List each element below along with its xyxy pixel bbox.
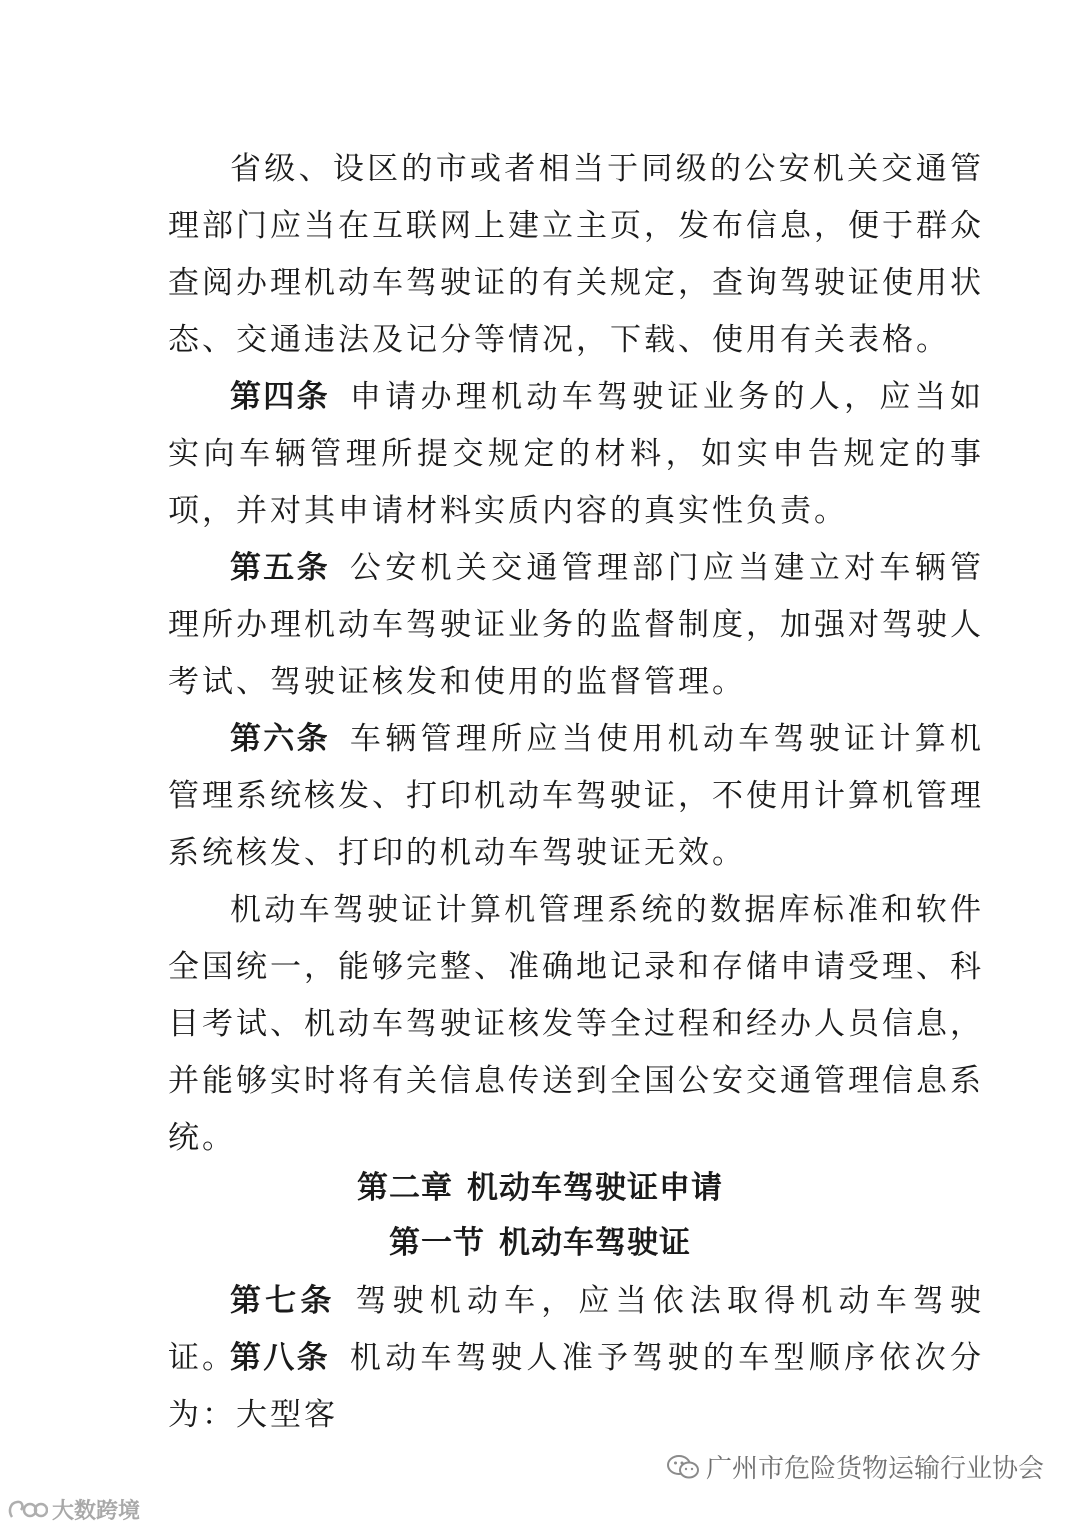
article-4-label: 第四条: [230, 379, 330, 415]
wechat-account-name: 广州市危险货物运输行业协会: [705, 1454, 1044, 1484]
article-8: [168, 1330, 984, 1444]
article-8-text: 机动车驾驶人准予驾驶的车型顺序依次分为：大型客: [168, 1340, 985, 1433]
article-6-label: 第六条: [230, 721, 330, 757]
paragraph-text: 省级、设区的市或者相当于同级的公安机关交通管理部门应当在互联网上建立主页，发布信息，便于群众查阅办理机动车驾驶证的有关规定，查询驾驶证使用状态、交通违法及记分等情况，下载、使用有关表格。: [168, 151, 984, 358]
section-heading: [0, 1223, 1080, 1263]
paragraph-text: 机动车驾驶证计算机管理系统的数据库标准和软件全国统一，能够完整、准确地记录和存储申请受理、科目考试、机动车驾驶证核发等全过程和经办人员信息，并能够实时将有关信息传送到全国公安交通管理信息系统。: [168, 892, 984, 1156]
article-5-text: 公安机关交通管理部门应当建立对车辆管理所办理机动车驾驶证业务的监督制度，加强对驾驶人考试、驾驶证核发和使用的监督管理。: [168, 550, 985, 700]
article-8-label: 第八条: [230, 1340, 330, 1376]
paragraph-homepage-info: [168, 141, 984, 369]
chapter-heading: [0, 1168, 1080, 1208]
wechat-watermark: [666, 1448, 1044, 1485]
article-6-text: 车辆管理所应当使用机动车驾驶证计算机管理系统核发、打印机动车驾驶证，不使用计算机管理系统核发、打印的机动车驾驶证无效。: [168, 721, 985, 871]
section-title: 机动车驾驶证: [499, 1225, 691, 1261]
wechat-icon: [666, 1453, 700, 1481]
article-5-label: 第五条: [230, 550, 330, 586]
paragraph-system-standard: [168, 882, 984, 1167]
chapter-number: 第二章: [357, 1170, 453, 1206]
article-7-label: 第七条: [230, 1283, 336, 1319]
article-6: [168, 711, 984, 882]
section-number: 第一节: [389, 1225, 485, 1261]
brand-logo-icon: [6, 1497, 48, 1523]
chapter-title: 机动车驾驶证申请: [467, 1170, 723, 1206]
corner-brand-name: 大数跨境: [52, 1499, 141, 1524]
article-4: [168, 369, 984, 540]
corner-brand-watermark: [6, 1494, 140, 1525]
article-4-text: 申请办理机动车驾驶证业务的人，应当如实向车辆管理所提交规定的材料，如实申告规定的事项，并对其申请材料实质内容的真实性负责。: [168, 379, 985, 529]
article-7-text: 驾驶机动车，应当依法取得机动车驾驶证。: [168, 1283, 985, 1376]
article-5: [168, 540, 984, 711]
